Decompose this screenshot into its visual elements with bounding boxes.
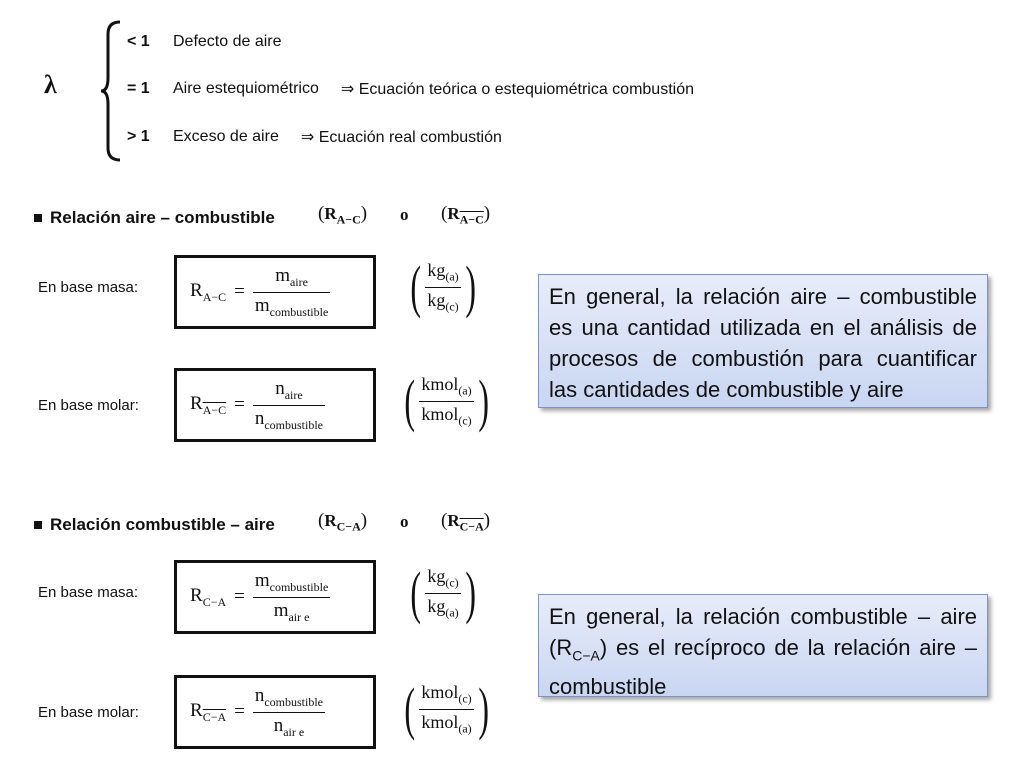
symbol-connector: o — [400, 512, 409, 531]
formula-ca-molar: $R_{C-A}$ = $\frac{n_{combustible}}{n_{air e}}$ — [174, 675, 376, 749]
symbol-ac-mass: $(R_{A-C})$ — [318, 203, 368, 227]
unit-ac-mass: ( $\frac{kg_{(a)}}{kg_{(c)}}$ ) — [410, 254, 476, 319]
mass-basis-label: En base masa: — [38, 584, 139, 601]
bullet-icon — [34, 521, 42, 529]
lambda-case-eq1 — [127, 77, 694, 101]
section-title: Relación combustible – aire — [50, 515, 275, 534]
left-brace — [100, 20, 124, 162]
formula-ac-molar: $R_{A-C}$ = $\frac{n_{aire}}{n_{combustible}}$ — [174, 368, 376, 442]
case-note: ⇒ Ecuación teórica o estequiométrica combustión — [340, 81, 694, 98]
formula-fraction: $\frac{m_{aire}}{m_{combustible}}$ — [254, 264, 329, 319]
symbol-ca-molar: $(R_{C-A})$ — [441, 510, 491, 534]
case-operator: > 1 — [127, 128, 150, 145]
formula-ca-mass: $R_{C-A}$ = $\frac{m_{combustible}}{m_{air e}}$ — [174, 560, 376, 634]
molar-basis-label: En base molar: — [38, 704, 139, 721]
case-description: Exceso de aire — [173, 128, 279, 145]
formula-lhs: $R_{A-C}$ — [190, 279, 227, 304]
note-air-fuel: En general, la relación aire – combustible es una cantidad utilizada en el análisis de procesos de combustión para cuantificar las cantidades de combustible y aire — [538, 274, 988, 408]
symbol-ca-mass: $(R_{C-A})$ — [318, 510, 368, 534]
formula-fraction: $\frac{n_{aire}}{n_{combustible}}$ — [254, 377, 324, 432]
formula-lhs: $R_{C-A}$ — [190, 699, 227, 724]
section-air-fuel-heading — [34, 203, 275, 233]
case-description: Defecto de aire — [173, 33, 282, 50]
mass-basis-label: En base masa: — [38, 279, 139, 296]
formula-fraction: $\frac{n_{combustible}}{n_{air e}}$ — [254, 684, 324, 739]
unit-ac-molar: ( $\frac{kmol_{(a)}}{kmol_{(c)}}$ ) — [404, 368, 489, 433]
lambda-symbol: λ — [44, 70, 57, 99]
case-operator: < 1 — [127, 33, 150, 50]
symbol-ac-molar: $(R_{A-C})$ — [441, 203, 491, 227]
formula-lhs: $R_{A-C}$ — [190, 392, 227, 417]
formula-ac-mass: $R_{A-C}$ = $\frac{m_{aire}}{m_{combustible}}$ — [174, 255, 376, 329]
molar-basis-label: En base molar: — [38, 397, 139, 414]
section-fuel-air-heading — [34, 510, 275, 540]
lambda-case-gt1 — [127, 125, 502, 149]
formula-fraction: $\frac{m_{combustible}}{m_{air e}}$ — [254, 569, 329, 624]
case-note: ⇒ Ecuación real combustión — [300, 129, 502, 146]
note-fuel-air: En general, la relación combustible – aire $(R_{C-A})$ es el recíproco de la relación aire – combustible — [538, 594, 988, 697]
formula-lhs: $R_{C-A}$ — [190, 584, 227, 609]
unit-ca-molar: ( $\frac{kmol_{(c)}}{kmol_{(a)}}$ ) — [404, 676, 489, 741]
lambda-case-lt1 — [127, 30, 282, 54]
case-operator: = 1 — [127, 80, 150, 97]
unit-ca-mass: ( $\frac{kg_{(c)}}{kg_{(a)}}$ ) — [410, 560, 476, 625]
section-title: Relación aire – combustible — [50, 208, 275, 227]
symbol-connector: o — [400, 205, 409, 224]
bullet-icon — [34, 214, 42, 222]
case-description: Aire estequiométrico — [173, 80, 319, 97]
